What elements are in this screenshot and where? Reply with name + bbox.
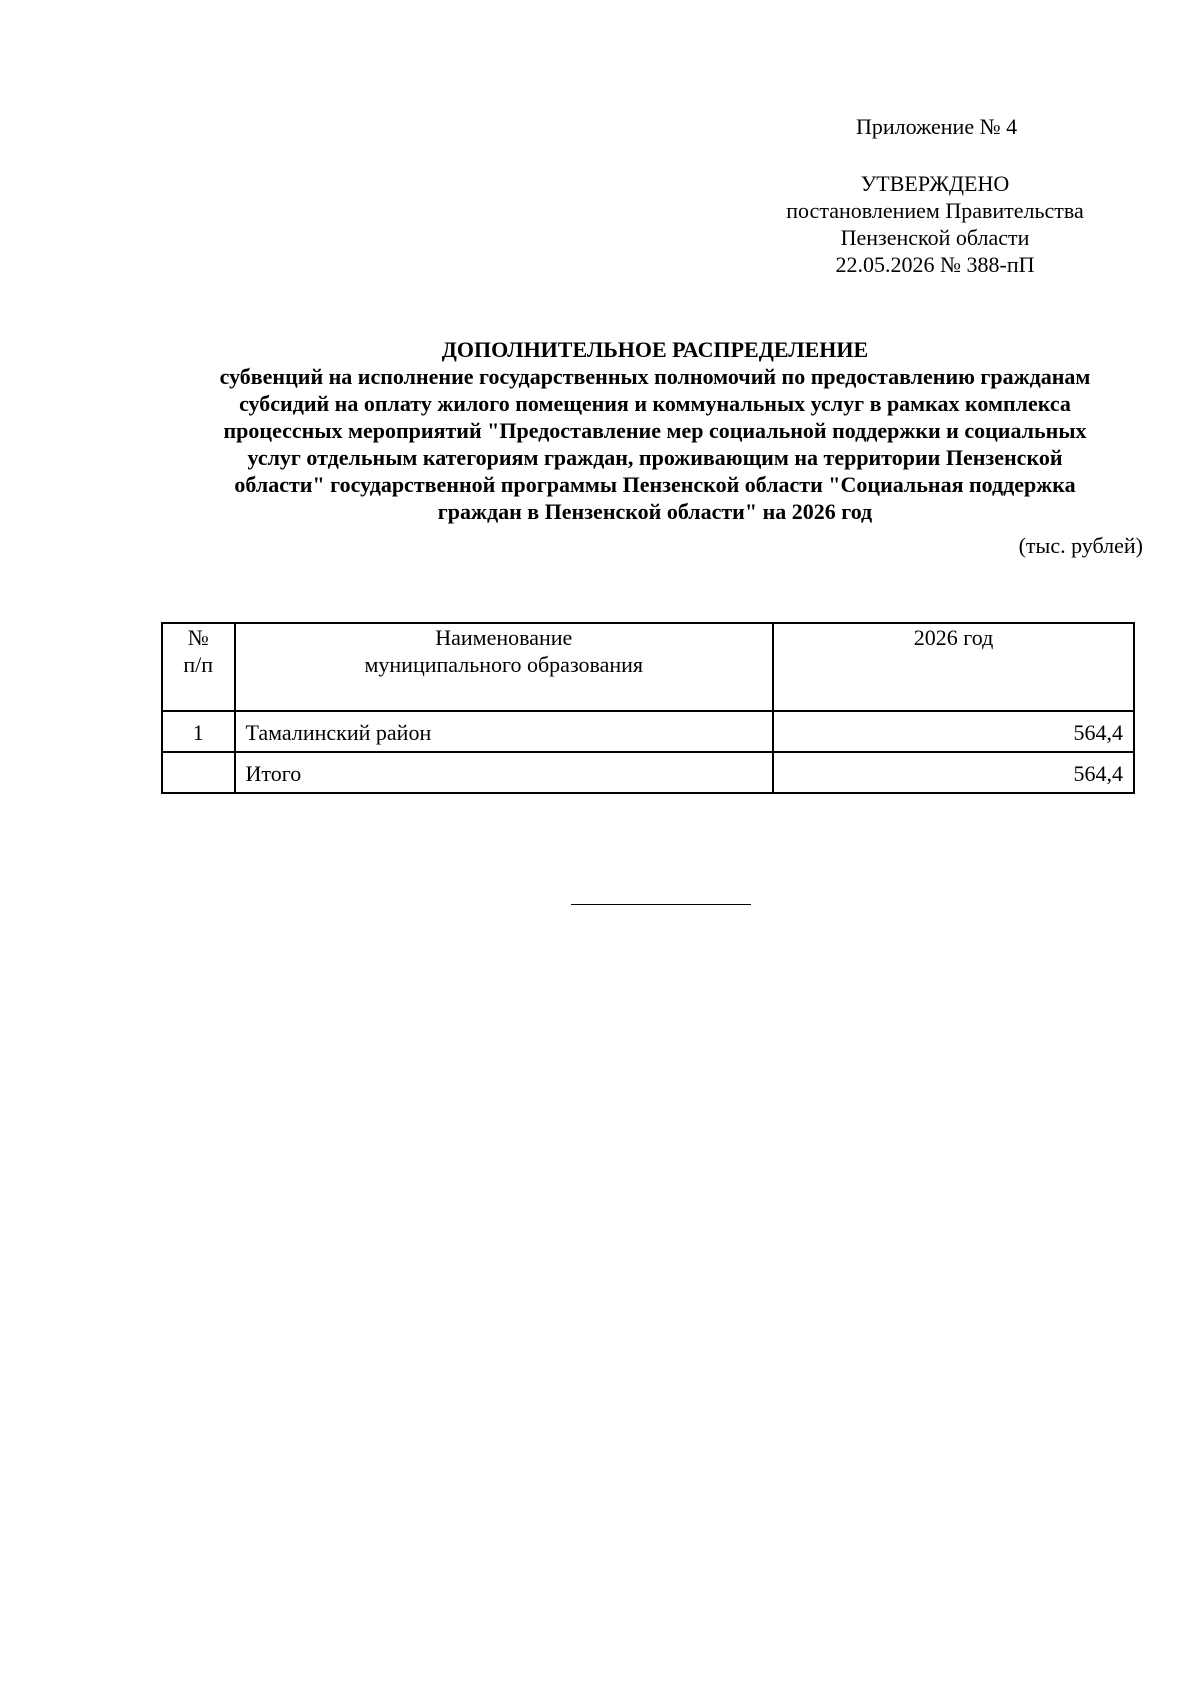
appendix-number: Приложение № 4	[856, 114, 1018, 139]
title-line: субсидий на оплату жилого помещения и коммунальных услуг в рамках комплекса	[239, 391, 1071, 416]
title-line: услуг отдельным категориям граждан, проживающим на территории Пензенской	[247, 445, 1063, 470]
title-line: субвенций на исполнение государственных полномочий по предоставлению гражданам	[219, 364, 1091, 389]
row-value: 564,4	[773, 711, 1134, 752]
approval-stamp	[735, 170, 1135, 278]
header-number-line: п/п	[183, 652, 214, 677]
document-title	[160, 336, 1150, 525]
table-row	[162, 711, 1134, 752]
table-total-row	[162, 752, 1134, 793]
approval-line: постановлением Правительства	[786, 198, 1084, 223]
row-number: 1	[162, 711, 235, 752]
table-header-row	[162, 623, 1134, 711]
title-heading: ДОПОЛНИТЕЛЬНОЕ РАСПРЕДЕЛЕНИЕ	[441, 337, 869, 362]
approval-date-number: 22.05.2026 № 388-пП	[835, 252, 1035, 277]
title-line: граждан в Пензенской области" на 2026 год	[437, 499, 873, 524]
title-line: процессных мероприятий "Предоставление мер социальной поддержки и социальных	[223, 418, 1087, 443]
header-municipality-line: муниципального образования	[364, 652, 644, 677]
row-municipality: Тамалинский район	[235, 711, 774, 752]
header-number	[162, 623, 235, 711]
title-line: области" государственной программы Пензенской области "Социальная поддержка	[234, 472, 1076, 497]
header-year: 2026 год	[773, 623, 1134, 711]
distribution-table	[161, 622, 1135, 794]
row-number	[162, 752, 235, 793]
header-number-line: №	[187, 625, 209, 650]
row-municipality: Итого	[235, 752, 774, 793]
header-municipality	[235, 623, 774, 711]
approval-line: УТВЕРЖДЕНО	[860, 171, 1010, 196]
header-municipality-line: Наименование	[435, 625, 573, 650]
end-separator-line	[571, 904, 751, 905]
approval-line: Пензенской области	[840, 225, 1030, 250]
units-label: (тыс. рублей)	[1018, 533, 1143, 558]
row-value: 564,4	[773, 752, 1134, 793]
